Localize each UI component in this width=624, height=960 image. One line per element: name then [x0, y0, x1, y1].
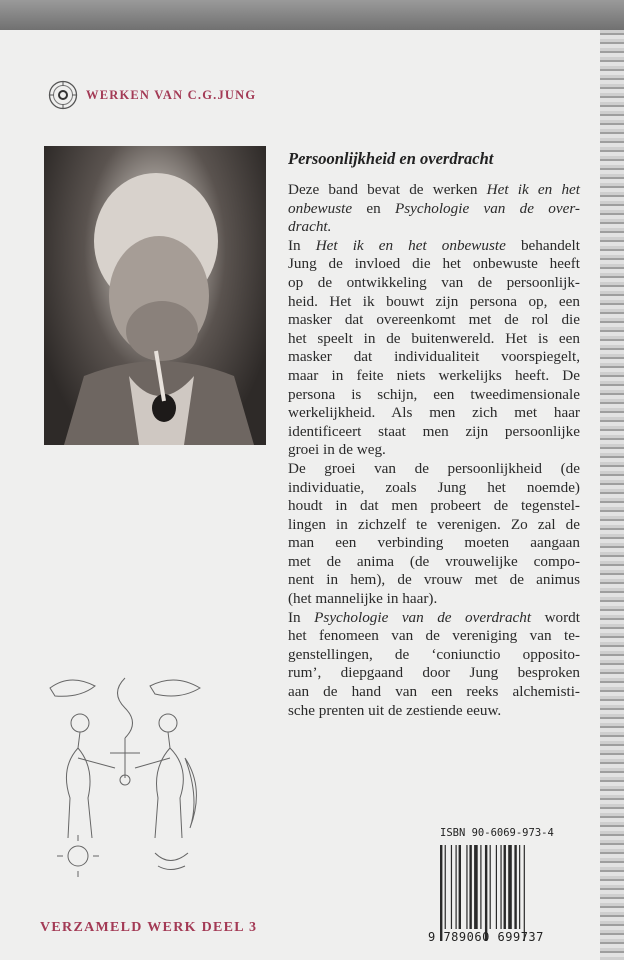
text-segment: het fenomeen van de vereniging van te- — [288, 627, 580, 645]
text-segment: lingen in zichzelf te verenigen. Zo zal de — [288, 515, 580, 533]
barcode-bar — [451, 845, 452, 929]
text-line — [288, 497, 580, 516]
page-edges — [600, 30, 624, 960]
book-top-edge — [0, 0, 624, 32]
text-segment: met de anima (de vrouwelijke compo- — [288, 552, 580, 570]
barcode-bar — [514, 845, 516, 929]
text-line — [288, 218, 580, 237]
text-segment: wordt — [531, 608, 580, 626]
text-segment: De groei van de persoonlijkheid (de — [288, 459, 580, 477]
text-line — [288, 200, 580, 219]
text-segment: Jung de invloed die het onbewuste heeft — [288, 255, 580, 273]
barcode — [440, 845, 552, 941]
text-segment: werkelijkheid. Als men zich met haar — [288, 404, 580, 422]
isbn-label: ISBN 90-6069-973-4 — [440, 827, 554, 839]
barcode-bar — [459, 845, 461, 929]
text-line — [288, 293, 580, 312]
text-segment: Deze band bevat de werken — [288, 181, 487, 198]
text-segment: individuatie, zoals Jung het noemde) — [288, 478, 580, 496]
barcode-bar — [474, 845, 478, 929]
text-line — [288, 702, 580, 721]
text-segment: en — [352, 199, 395, 217]
barcode-bar — [524, 845, 525, 941]
text-segment: heid. Het ik bouwt zijn persona op, een — [288, 292, 580, 310]
text-segment: sche prenten uit de zestiende eeuw. — [288, 701, 502, 719]
text-line — [288, 330, 580, 349]
mandala-emblem-icon — [48, 80, 78, 110]
text-segment: masker dat individualiteit voorspiegelt, — [288, 348, 580, 366]
barcode-bar — [496, 845, 497, 929]
italic-title-ref: Het ik en het — [486, 181, 580, 198]
text-line — [288, 664, 580, 683]
text-segment: In — [288, 608, 315, 626]
italic-title-ref: Het ik en het onbewuste — [315, 236, 506, 254]
text-line — [288, 237, 580, 256]
text-segment: masker dat overeenkomt met de rol die — [288, 311, 580, 329]
text-line — [288, 553, 580, 572]
italic-title-ref: dracht. — [288, 218, 332, 236]
text-segment: het speelt in de buitenwereld. Het is een — [288, 329, 580, 347]
text-line — [288, 386, 580, 405]
barcode-bar — [519, 845, 520, 929]
italic-title-ref: Psychologie van de overdracht — [314, 608, 532, 626]
book-title: Persoonlijkheid en overdracht — [288, 149, 494, 168]
text-line — [288, 367, 580, 386]
text-line — [288, 274, 580, 293]
text-line — [288, 255, 580, 274]
barcode-bar — [490, 845, 491, 929]
barcode-bar — [456, 845, 457, 929]
text-segment: (het mannelijke in haar). — [288, 590, 438, 608]
text-line — [288, 460, 580, 479]
text-line — [288, 646, 580, 665]
text-segment: maar in feite niets werkelijks heeft. De — [288, 366, 580, 384]
series-header — [48, 80, 256, 110]
barcode-bar — [480, 845, 481, 929]
barcode-bar — [469, 845, 471, 929]
barcode-bar — [500, 845, 501, 929]
author-photo — [44, 146, 266, 445]
text-line — [288, 571, 580, 590]
text-segment: op de ontwikkeling van de persoonlijk- — [288, 273, 580, 291]
text-line — [288, 181, 580, 200]
text-segment: genstellingen, de ‘coniunctio opposito- — [288, 645, 580, 663]
text-line — [288, 348, 580, 367]
barcode-bar — [504, 845, 506, 929]
text-segment: groei in de weg. — [288, 441, 386, 459]
text-line — [288, 590, 580, 609]
text-segment: nent in hem), de vrouw met de animus — [288, 571, 580, 589]
text-segment: man een verbinding moeten aangaan — [288, 534, 580, 552]
text-segment: identificeert staat men zijn persoonlijke — [288, 422, 580, 440]
text-line — [288, 609, 580, 628]
text-segment: persona is schijn, een tweedimensionale — [288, 385, 580, 403]
alchemical-illustration — [40, 668, 210, 883]
volume-label: VERZAMELD WERK DEEL 3 — [40, 920, 258, 935]
text-segment: behandelt — [505, 236, 580, 254]
text-segment: aan de hand van een reeks alchemisti- — [288, 683, 580, 701]
text-line — [288, 423, 580, 442]
barcode-bar — [466, 845, 467, 929]
text-line — [288, 311, 580, 330]
italic-title-ref: Psychologie van de over- — [394, 199, 580, 217]
italic-title-ref: onbewuste — [288, 199, 353, 217]
blurb-text — [288, 181, 580, 720]
text-line — [288, 441, 580, 460]
barcode-bar — [508, 845, 512, 929]
barcode-bar — [445, 845, 446, 929]
text-segment: houdt in dat men probeert de tegenstel- — [288, 497, 580, 515]
text-line — [288, 479, 580, 498]
barcode-bar — [440, 845, 442, 941]
text-line — [288, 404, 580, 423]
text-line — [288, 683, 580, 702]
series-title: WERKEN VAN C.G.JUNG — [86, 87, 257, 102]
text-line — [288, 516, 580, 535]
ean-number: 9 789060 699737 — [428, 930, 544, 944]
text-segment: In — [288, 236, 316, 254]
text-line — [288, 534, 580, 553]
text-line — [288, 627, 580, 646]
barcode-bar — [485, 845, 487, 941]
text-segment: rum’, diepgaand door Jung besproken — [288, 664, 580, 682]
